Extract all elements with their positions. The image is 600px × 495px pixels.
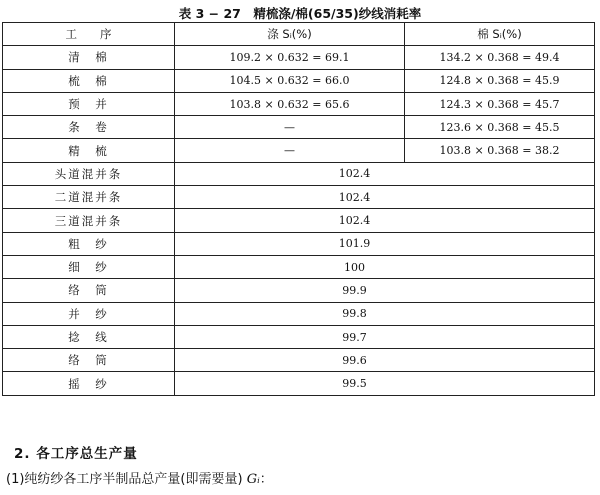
header-polyester: 涤 Sᵢ(%) (175, 23, 405, 46)
header-process: 工 序 (3, 23, 175, 46)
merged-value: 99.9 (342, 283, 367, 297)
polyester-cell: — (175, 116, 405, 139)
cotton-cell: 123.6 × 0.368 = 45.5 (405, 116, 595, 139)
paragraph-line (6, 468, 273, 487)
process-cell: 梳 棉 (3, 69, 175, 92)
table-row (3, 255, 595, 278)
polyester-cell: 104.5 × 0.632 = 66.0 (175, 69, 405, 92)
table-row (3, 46, 595, 69)
merged-value: 100 (344, 260, 365, 274)
merged-value-cell (175, 325, 595, 348)
table-row (3, 302, 595, 325)
table-caption: 表 3 − 27 精梳涤/棉(65/35)纱线消耗率 (178, 6, 422, 21)
table-row (3, 139, 595, 162)
variable-g: Gᵢ (246, 472, 260, 487)
merged-value-cell (175, 162, 595, 185)
table-header-row (3, 23, 595, 46)
process-cell: 头道混并条 (3, 162, 175, 185)
merged-value: 99.8 (342, 307, 367, 321)
process-cell: 捻 线 (3, 325, 175, 348)
process-cell: 清 棉 (3, 46, 175, 69)
merged-value-cell (175, 186, 595, 209)
section-heading: 2. 各工序总生产量 (14, 446, 138, 462)
merged-value-cell (175, 349, 595, 372)
paragraph-text: (1)纯纺纱各工序半制品总产量(即需要量) (6, 472, 247, 487)
merged-value-cell (175, 209, 595, 232)
process-cell: 摇 纱 (3, 372, 175, 395)
merged-value-cell (175, 302, 595, 325)
polyester-cell: 103.8 × 0.632 = 65.6 (175, 92, 405, 115)
merged-value-cell (175, 255, 595, 278)
cotton-cell: 103.8 × 0.368 = 38.2 (405, 139, 595, 162)
table-row (3, 372, 595, 395)
table-row (3, 69, 595, 92)
cotton-cell: 124.3 × 0.368 = 45.7 (405, 92, 595, 115)
process-cell: 三道混并条 (3, 209, 175, 232)
merged-value: 102.4 (338, 190, 371, 204)
process-cell: 预 并 (3, 92, 175, 115)
process-cell: 并 纱 (3, 302, 175, 325)
consumption-rate-table (2, 22, 595, 396)
header-cotton: 棉 Sᵢ(%) (405, 23, 595, 46)
merged-value: 99.5 (342, 377, 367, 391)
merged-value: 99.6 (342, 353, 367, 367)
table-row (3, 162, 595, 185)
table-row (3, 186, 595, 209)
table-row (3, 349, 595, 372)
process-cell: 二道混并条 (3, 186, 175, 209)
paragraph-colon: ： (259, 472, 273, 487)
polyester-cell: 109.2 × 0.632 = 69.1 (175, 46, 405, 69)
table-row (3, 209, 595, 232)
merged-value-cell (175, 279, 595, 302)
merged-value-cell (175, 372, 595, 395)
merged-value: 102.4 (338, 214, 371, 228)
process-cell: 细 纱 (3, 255, 175, 278)
process-cell: 精 梳 (3, 139, 175, 162)
merged-value-cell (175, 232, 595, 255)
cotton-cell: 124.8 × 0.368 = 45.9 (405, 69, 595, 92)
table-row (3, 92, 595, 115)
table-row (3, 232, 595, 255)
merged-value: 99.7 (342, 330, 367, 344)
table-row (3, 279, 595, 302)
cotton-cell: 134.2 × 0.368 = 49.4 (405, 46, 595, 69)
merged-value: 101.9 (338, 237, 371, 251)
process-cell: 络 筒 (3, 349, 175, 372)
process-cell: 络 筒 (3, 279, 175, 302)
process-cell: 条 卷 (3, 116, 175, 139)
table-row (3, 116, 595, 139)
merged-value: 102.4 (338, 167, 371, 181)
table-row (3, 325, 595, 348)
process-cell: 粗 纱 (3, 232, 175, 255)
polyester-cell: — (175, 139, 405, 162)
